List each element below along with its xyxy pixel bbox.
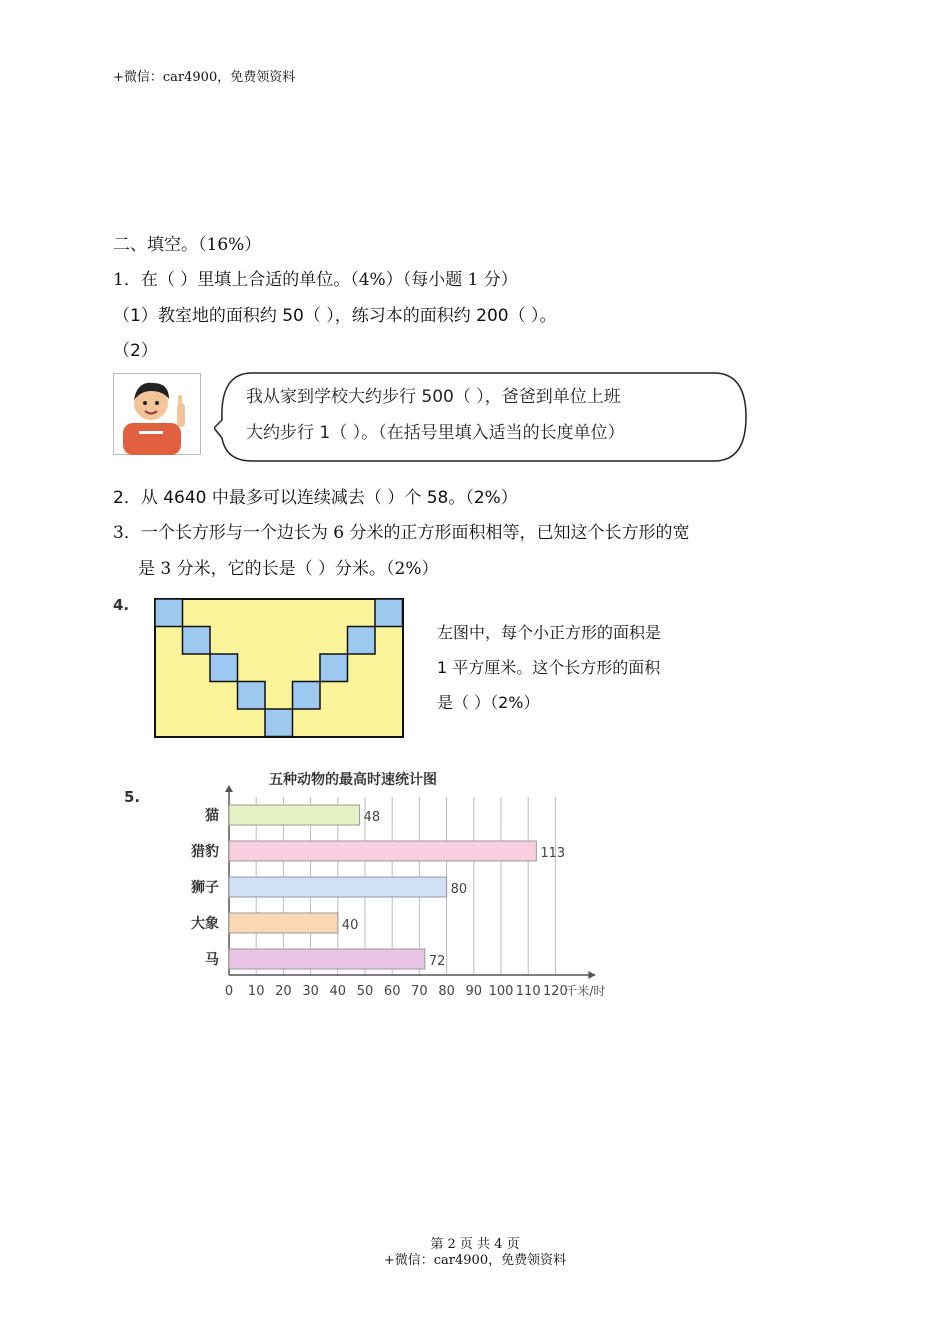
question-3-line2: 是 3 分米，它的长是（ ）分米。（2%）	[138, 559, 439, 579]
bar	[229, 841, 536, 861]
grid-square	[375, 599, 403, 627]
bubble-line-2: 大约步行 1（ ）。（在括号里填入适当的长度单位）	[246, 423, 625, 443]
x-tick-label: 50	[356, 984, 374, 999]
x-axis-label: 千米/时	[565, 984, 606, 998]
x-tick-label: 60	[383, 984, 401, 999]
bar-value-label: 72	[428, 954, 446, 969]
y-axis-arrow-icon	[225, 785, 233, 792]
category-label: 猎豹	[191, 844, 219, 860]
page-number: 第 2 页 共 4 页	[430, 1237, 520, 1252]
question-1-sub1: （1）教室地的面积约 50（ ），练习本的面积约 200（ ）。	[113, 306, 557, 326]
question-4-line2: 1 平方厘米。这个长方形的面积	[437, 658, 661, 677]
chart-title: 五种动物的最高时速统计图	[269, 772, 437, 788]
section-title: 二、填空。（16%）	[113, 235, 262, 255]
grid-square	[293, 682, 321, 710]
bar	[229, 913, 338, 933]
speech-bubble	[214, 368, 748, 466]
x-tick-label: 70	[411, 984, 428, 999]
question-1-sub2: （2）	[113, 341, 158, 361]
grid-square	[238, 682, 266, 710]
question-4-number: 4.	[113, 596, 130, 614]
boy-illustration	[113, 373, 201, 455]
bar-value-label: 40	[341, 918, 359, 933]
x-tick-label: 120	[542, 984, 568, 999]
boy-icon	[113, 373, 201, 455]
x-axis-arrow-icon	[588, 971, 595, 979]
bar	[229, 805, 360, 825]
grid-square	[210, 654, 238, 682]
x-tick-label: 10	[247, 984, 265, 999]
x-tick-label: 30	[302, 984, 319, 999]
question-4-line1: 左图中，每个小正方形的面积是	[437, 623, 662, 642]
question-5-number: 5.	[124, 788, 141, 806]
bar-value-label: 80	[450, 882, 468, 897]
bubble-line-1: 我从家到学校大约步行 500（ ），爸爸到单位上班	[246, 387, 621, 407]
grid-figure	[154, 598, 406, 744]
question-2: 2．从 4640 中最多可以连续减去（ ）个 58。（2%）	[113, 488, 518, 508]
category-label: 大象	[191, 916, 219, 932]
grid-square	[265, 709, 293, 737]
bar	[229, 949, 425, 969]
x-tick-label: 40	[329, 984, 347, 999]
x-tick-label: 20	[275, 984, 292, 999]
question-1-stem: 1．在（ ）里填上合适的单位。（4%）（每小题 1 分）	[113, 270, 518, 290]
x-tick-label: 90	[465, 984, 483, 999]
x-tick-label: 110	[515, 984, 541, 999]
speed-chart	[165, 765, 705, 1009]
x-tick-label: 100	[488, 984, 514, 999]
x-tick-label: 80	[438, 984, 455, 999]
bar-value-label: 113	[540, 846, 566, 861]
category-label: 马	[205, 952, 219, 968]
grid-square	[183, 627, 211, 655]
grid-square	[348, 627, 376, 655]
footer-note: +微信：car4900，免费领资料	[383, 1253, 567, 1268]
grid-square	[320, 654, 348, 682]
bar	[229, 877, 447, 897]
header-note: +微信：car4900，免费领资料	[113, 70, 296, 85]
question-4-line3: 是（ ）（2%）	[437, 693, 540, 712]
grid-square	[155, 599, 183, 627]
bar-value-label: 48	[363, 810, 381, 825]
category-label: 猫	[205, 808, 219, 824]
question-3-line1: 3．一个长方形与一个边长为 6 分米的正方形面积相等，已知这个长方形的宽	[113, 523, 690, 543]
x-tick-label: 0	[224, 984, 234, 999]
category-label: 狮子	[191, 880, 219, 896]
